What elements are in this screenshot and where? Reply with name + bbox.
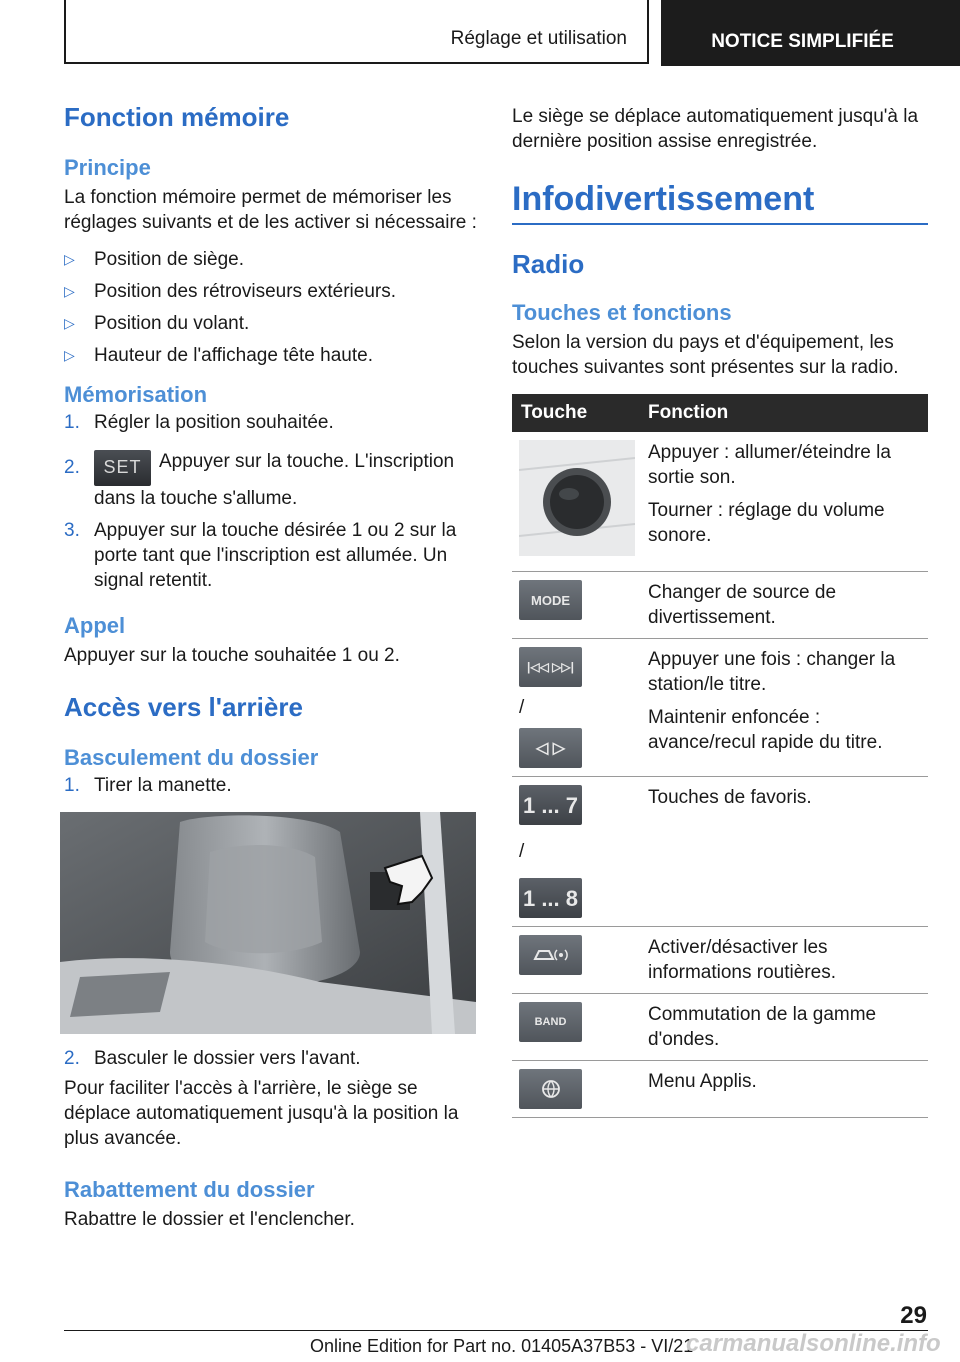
- bascul-steps-1: [64, 773, 480, 798]
- step-item: 2. Basculer le dossier vers l'avant.: [64, 1047, 361, 1069]
- list-item: ▷ Position du volant.: [64, 313, 250, 334]
- triangle-bullet-icon: ▷: [64, 347, 75, 363]
- acces-title: Accès vers l'arrière: [64, 691, 303, 722]
- step-item: 1. Tirer la manette.: [64, 774, 232, 796]
- section-title: Réglage et utilisation: [450, 28, 627, 49]
- set-key-image: SET: [94, 450, 151, 486]
- rabat-title: Rabattement du dossier: [64, 1176, 315, 1202]
- principe-title: Principe: [64, 155, 151, 180]
- arrow-key-image: ◁ ▷: [519, 728, 582, 768]
- intro-text: Le siège se déplace automatiquement jusqu'à la dernière position assise enregistrée.: [512, 106, 919, 152]
- favorites-7-key-image: 1 ... 7: [519, 785, 582, 825]
- header-badge: NOTICE SIMPLIFIÉE: [661, 0, 960, 66]
- triangle-bullet-icon: ▷: [64, 251, 75, 267]
- traffic-info-icon: [519, 935, 582, 975]
- memo-steps: [64, 410, 480, 593]
- band-key-image: BAND: [519, 1002, 582, 1042]
- triangle-bullet-icon: ▷: [64, 315, 75, 331]
- table-row: 1 ... 7 / 1 ... 8 Touches de favoris.: [512, 777, 928, 927]
- bascul-title: Basculement du dossier: [64, 744, 319, 770]
- mode-key-image: MODE: [519, 580, 582, 620]
- table-row: Appuyer : allumer/éteindre la sortie son. Tourner : réglage du volume sonore.: [512, 432, 928, 572]
- list-item: ▷ Position de siège.: [64, 249, 244, 270]
- seat-photo: [60, 812, 476, 1034]
- table-row: Menu Applis.: [512, 1061, 928, 1118]
- col-header-fonction: Fonction: [639, 394, 928, 432]
- watermark: carmanualsonline.info: [686, 1330, 941, 1357]
- bascul-steps-2: [64, 1046, 480, 1071]
- touches-title: Touches et fonctions: [512, 300, 732, 325]
- favorites-8-key-image: 1 ... 8: [519, 878, 582, 918]
- infodivertissement-title: Infodivertissement: [512, 180, 928, 225]
- table-row: BAND Commutation de la gamme d'ondes.: [512, 994, 928, 1061]
- table-row: |◁◁ ▷▷| / ◁ ▷ Appuyer une fois : changer la station/le titre. Maintenir enfoncée : avance/recul rapide du titre.: [512, 639, 928, 777]
- touches-text: Selon la version du pays et d'équipement, les touches suivantes sont présentes sur la radio.: [512, 332, 899, 378]
- step-item: 1. Régler la position souhaitée.: [64, 412, 334, 433]
- table-row: MODE Changer de source de divertissement.: [512, 572, 928, 639]
- principe-text: La fonction mémoire permet de mémoriser les réglages suivants et de les activer si nécessaire :: [64, 187, 477, 233]
- right-column: [512, 104, 928, 1118]
- memory-title: Fonction mémoire: [64, 102, 290, 132]
- rabat-text: Rabattre le dossier et l'enclencher.: [64, 1208, 355, 1230]
- page-number: 29: [900, 1302, 927, 1329]
- header-frame: [64, 0, 649, 64]
- appel-title: Appel: [64, 612, 126, 638]
- list-item: ▷ Position des rétroviseurs extérieurs.: [64, 281, 397, 302]
- bascul-text: Pour faciliter l'accès à l'arrière, le siège se déplace automatiquement jusqu'à la position la plus avancée.: [64, 1077, 459, 1149]
- appel-text: Appuyer sur la touche souhaitée 1 ou 2.: [64, 644, 400, 666]
- step-item: 2. SET Appuyer sur la touche. L'inscription dans la touche s'allume.: [64, 451, 455, 509]
- keys-table: [512, 394, 928, 1118]
- triangle-bullet-icon: ▷: [64, 283, 75, 299]
- volume-knob-icon: [519, 440, 635, 556]
- radio-title: Radio: [512, 249, 585, 279]
- apps-icon: [519, 1069, 582, 1109]
- skip-key-image: |◁◁ ▷▷|: [519, 647, 582, 687]
- edition-text: Online Edition for Part no. 01405A37B53 - VI/21: [310, 1336, 694, 1356]
- memo-title: Mémorisation: [64, 382, 208, 407]
- step-item: 3. Appuyer sur la touche désirée 1 ou 2 sur la porte tant que l'inscription est allumée. Un signal retentit.: [64, 519, 457, 591]
- col-header-touche: Touche: [512, 394, 639, 432]
- table-row: Activer/désactiver les informations routières.: [512, 927, 928, 994]
- memory-list: [64, 247, 480, 368]
- seat-lever-illustration: [60, 812, 476, 1034]
- list-item: ▷ Hauteur de l'affichage tête haute.: [64, 345, 373, 366]
- left-column: [64, 96, 480, 1232]
